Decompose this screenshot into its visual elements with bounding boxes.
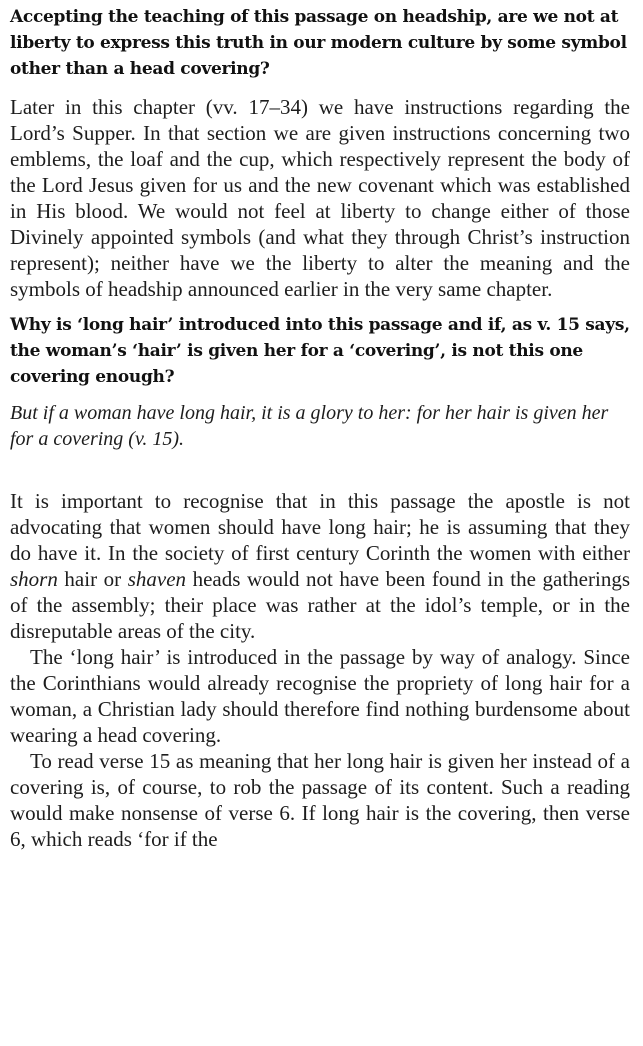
paragraph-analogy: The ‘long hair’ is introduced in the passage by way of analogy. Since the Corinthians would already recognise the propriety of long hair for a woman, a Christian lady should therefore find nothing burdensome about wearing a head covering. <box>10 645 630 747</box>
question-heading-long-hair: Why is ‘long hair’ introduced into this passage and if, as v. 15 says, the woman’s ‘hair’ is given her for a ‘covering’, is not this one covering enough? <box>10 315 630 387</box>
paragraph-text: heads would not have been found in the gatherings of the assembly; their place was rather at the idol’s temple, or in the disreputable areas of the city. <box>10 567 630 643</box>
emphasis-shaven: shaven <box>127 567 187 591</box>
answer-paragraph-lords-supper: Later in this chapter (vv. 17–34) we have instructions regarding the Lord’s Supper. In that section we are given instructions concerning two emblems, the loaf and the cup, which respectively represent the body of the Lord Jesus given for us and the new covenant which was established in His blood. We would not feel at liberty to change either of those Divinely appointed symbols (and what they through Christ’s instruction represent); neither have we the liberty to alter the meaning and the symbols of headship announced earlier in the very same chapter. <box>10 95 630 301</box>
emphasis-shorn: shorn <box>10 567 58 591</box>
paragraph-text: It is important to recognise that in this passage the apostle is not advocating that women should have long hair; he is assuming that they do have it. In the society of first century Corinth the women with either <box>10 489 630 565</box>
paragraph-recognise <box>10 488 630 644</box>
paragraph-text: hair or <box>57 567 128 591</box>
scripture-quote: But if a woman have long hair, it is a glory to her: for her hair is given her for a covering (v. 15). <box>10 402 609 450</box>
question-heading-headship: Accepting the teaching of this passage on headship, are we not at liberty to express this truth in our modern culture by some symbol other than a head covering? <box>10 7 627 79</box>
paragraph-verse-15: To read verse 15 as meaning that her long hair is given her instead of a covering is, of course, to rob the passage of its content. Such a reading would make nonsense of verse 6. If long hair is the covering, then verse 6, which reads ‘for if the <box>10 749 630 851</box>
document-page <box>10 4 630 852</box>
